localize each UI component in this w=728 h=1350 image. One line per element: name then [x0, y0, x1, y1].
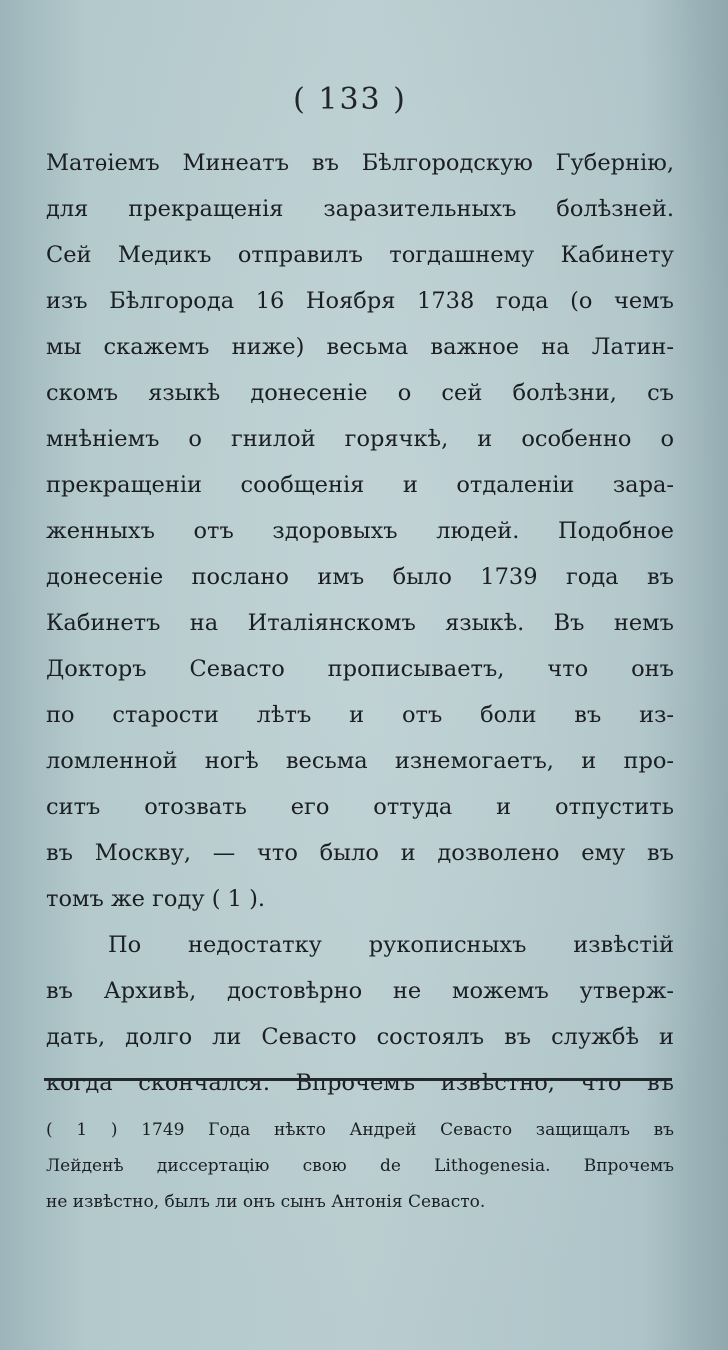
text-line: женныхъ отъ здоровыхъ людей. Подобное [46, 518, 674, 544]
footnote [46, 1112, 674, 1220]
paragraph-start-line: По недостатку рукописныхъ извѣстій [108, 932, 674, 958]
text-line: изъ Бѣлгорода 16 Ноября 1738 года (о чемъ [46, 288, 674, 314]
text-line: скомъ языкѣ донесеніе о сей болѣзни, съ [46, 380, 674, 406]
footnote-line: не извѣстно, былъ ли онъ сынъ Антонія Севасто. [46, 1192, 486, 1212]
text-line: донесеніе послано имъ было 1739 года въ [46, 564, 674, 590]
footnote-line: Лейденѣ диссертацію свою de Lithogenesia. Впрочемъ [46, 1156, 674, 1176]
text-line: Матѳіемъ Минеатъ въ Бѣлгородскую Губернію, [46, 150, 674, 176]
page-number: ( 133 ) [293, 82, 407, 117]
text-line: по старости лѣтъ и отъ боли въ из- [46, 702, 674, 728]
footnote-separator [44, 1078, 672, 1081]
footnote-line: ( 1 ) 1749 Года нѣкто Андрей Севасто защищалъ въ [46, 1120, 674, 1140]
text-line: Кабинетъ на Италіянскомъ языкѣ. Въ немъ [46, 610, 674, 636]
text-line: Докторъ Севасто прописываетъ, что онъ [46, 656, 674, 682]
text-line: прекращеніи сообщенія и отдаленіи зара- [46, 472, 674, 498]
text-line: дать, долго ли Севасто состоялъ въ службѣ и [46, 1024, 674, 1050]
text-line: когда скончался. Впрочемъ извѣстно, что въ [46, 1070, 674, 1096]
text-line: мнѣніемъ о гнилой горячкѣ, и особенно о [46, 426, 674, 452]
text-line: ситъ отозвать его оттуда и отпустить [46, 794, 674, 820]
text-line: въ Архивѣ, достовѣрно не можемъ утверж- [46, 978, 674, 1004]
text-line: мы скажемъ ниже) весьма важное на Латин- [46, 334, 674, 360]
text-line: въ Москву, — что было и дозволено ему въ [46, 840, 674, 866]
text-line: Сей Медикъ отправилъ тогдашнему Кабинету [46, 242, 674, 268]
text-line: томъ же году ( 1 ). [46, 886, 266, 912]
body-text [46, 140, 674, 1106]
text-line: ломленной ногѣ весьма изнемогаетъ, и про- [46, 748, 674, 774]
text-line: для прекращенія заразительныхъ болѣзней. [46, 196, 674, 222]
